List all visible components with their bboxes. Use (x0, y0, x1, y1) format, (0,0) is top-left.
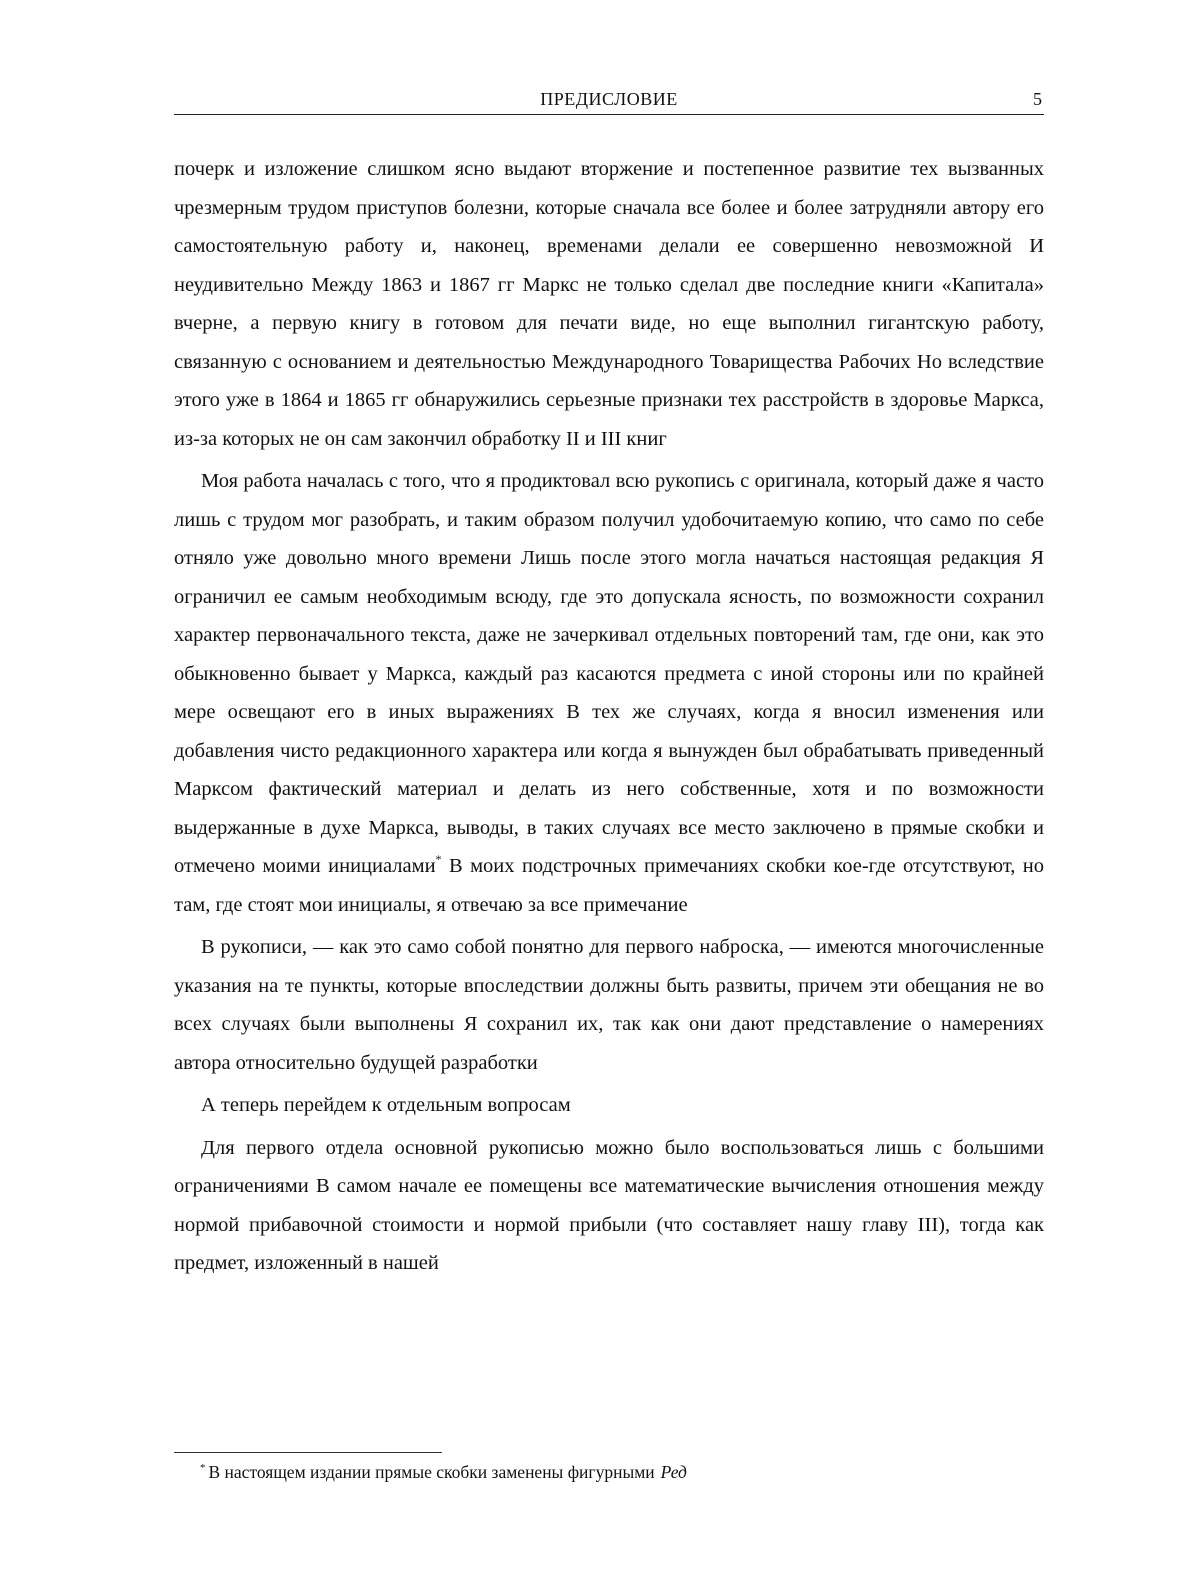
body-text (174, 150, 1044, 1287)
paragraph-3: В рукописи, — как это само собой понятно для первого наброска, — имеются многочисленные указания на те пункты, которые впоследствии должны быть развиты, причем эти обещания не во всех случаях были выполнены Я сохранил их, так как они дают представление о намерениях автора относительно будущей разработки (174, 936, 1044, 1074)
footnote-divider (174, 1452, 442, 1453)
footnote-editor-note: Ред (660, 1462, 687, 1482)
running-header (174, 88, 1044, 115)
footnote (200, 1460, 1044, 1484)
footnote-reference-mark[interactable]: * (435, 852, 442, 866)
paragraph-1: почерк и изложение слишком ясно выдают вторжение и постепенное развитие тех вызванных чрезмерным трудом приступов болезни, которые сначала все более и более затрудняли автору его самостоятельную работу и, наконец, временами делали ее совершенно невозможной И неудивительно Между 1863 и 1867 гг Маркс не только сделал две последние книги «Капитала» вчерне, а первую книгу в готовом для печати виде, но еще выполнил гигантскую работу, связанную с основанием и деятельностью Международного Товарищества Рабочих Но вследствие этого уже в 1864 и 1865 гг обнаружились серьезные признаки тех расстройств в здоровье Маркса, из-за которых не он сам закончил обработку II и III книг (174, 158, 1044, 450)
page-title: ПРЕДИСЛОВИЕ (540, 89, 678, 109)
footnote-mark: * (200, 1462, 206, 1474)
paragraph-2-continuation: В моих подстрочных примечаниях скобки кое-где отсутствуют, но там, где стоят мои инициалы, я отвечаю за все примечание (174, 855, 1045, 916)
page-number: 5 (1033, 89, 1042, 109)
footnote-text: В настоящем издании прямые скобки заменены фигурными (208, 1462, 655, 1482)
paragraph-5: Для первого отдела основной рукописью можно было воспользоваться лишь с большими ограничениями В самом начале ее помещены все математические вычисления отношения между нормой прибавочной стоимости и нормой прибыли (что составляет нашу главу III), тогда как предмет, изложенный в нашей (174, 1136, 1044, 1274)
paragraph-2 (174, 462, 1044, 924)
paragraph-2-text: Моя работа началась с того, что я продиктовал всю рукопись с оригинала, который даже я часто лишь с трудом мог разобрать, и таким образом получил удобочитаемую копию, что само по себе отняло уже довольно много времени Лишь после этого могла начаться настоящая редакция Я ограничил ее самым необходимым всюду, где это допускала ясность, по возможности сохранил характер первоначального текста, даже не зачеркивал отдельных повторений там, где они, как это обыкновенно бывает у Маркса, каждый раз касаются предмета с иной стороны или по крайней мере освещают его в иных выражениях В тех же случаях, когда я вносил изменения или добавления чисто редакционного характера или когда я вынужден был обрабатывать приведенный Марксом фактический материал и делать из него собственные, хотя и по возможности выдержанные в духе Маркса, выводы, в таких случаях все место заключено в прямые скобки и отмечено моими инициалами (174, 470, 1044, 877)
paragraph-4: А теперь перейдем к отдельным вопросам (201, 1094, 571, 1116)
